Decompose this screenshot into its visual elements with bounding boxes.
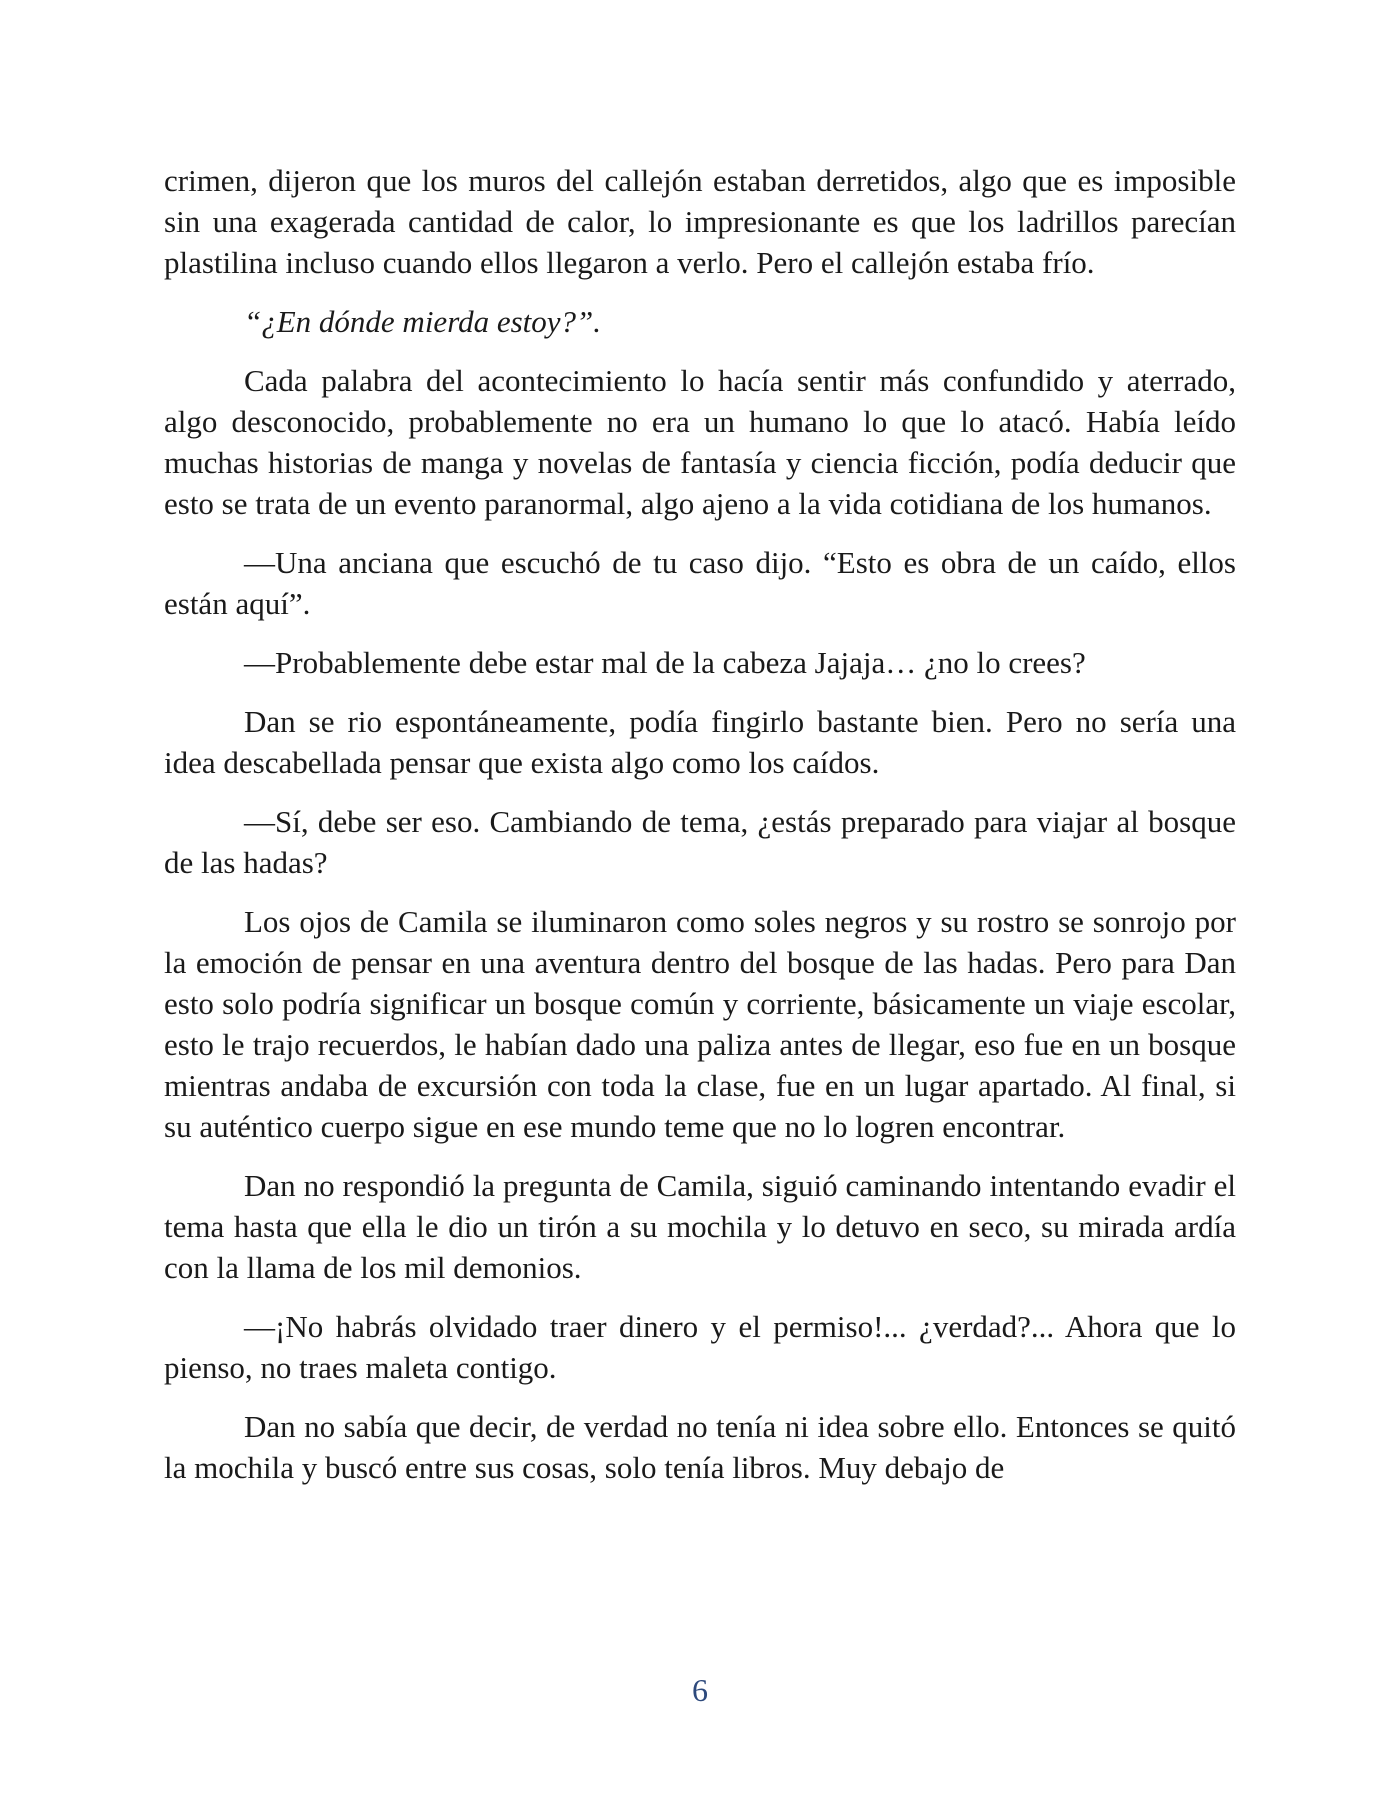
paragraph-2-thought: “¿En dónde mierda estoy?”. bbox=[244, 304, 602, 339]
paragraph-3: Cada palabra del acontecimiento lo hacía sentir más confundido y aterrado, algo desconocido, probablemente no era un humano lo que lo atacó. Había leído muchas historias de manga y novelas de fantasía y ciencia ficción, podía deducir que esto se trata de un evento paranormal, algo ajeno a la vida cotidiana de los humanos. bbox=[164, 363, 1236, 521]
page-number: 6 bbox=[692, 1672, 708, 1708]
paragraph-4-dialogue: —Una anciana que escuchó de tu caso dijo. “Esto es obra de un caído, ellos están aquí”. bbox=[164, 545, 1236, 621]
paragraph-1: crimen, dijeron que los muros del callejón estaban derretidos, algo que es imposible sin una exagerada cantidad de calor, lo impresionante es que los ladrillos parecían plastilina incluso cuando ellos llegaron a verlo. Pero el callejón estaba frío. bbox=[164, 163, 1236, 280]
paragraph-5-dialogue: —Probablemente debe estar mal de la cabeza Jajaja… ¿no lo crees? bbox=[244, 645, 1086, 680]
paragraph-10-dialogue: —¡No habrás olvidado traer dinero y el permiso!... ¿verdad?... Ahora que lo pienso, no traes maleta contigo. bbox=[164, 1309, 1236, 1385]
paragraph-7-dialogue: —Sí, debe ser eso. Cambiando de tema, ¿estás preparado para viajar al bosque de las hadas? bbox=[164, 804, 1236, 880]
paragraph-8: Los ojos de Camila se iluminaron como soles negros y su rostro se sonrojo por la emoción de pensar en una aventura dentro del bosque de las hadas. Pero para Dan esto solo podría significar un bosque común y corriente, básicamente un viaje escolar, esto le trajo recuerdos, le habían dado una paliza antes de llegar, eso fue en un bosque mientras andaba de excursión con toda la clase, fue en un lugar apartado. Al final, si su auténtico cuerpo sigue en ese mundo teme que no lo logren encontrar. bbox=[164, 904, 1236, 1144]
paragraph-6: Dan se rio espontáneamente, podía fingirlo bastante bien. Pero no sería una idea descabellada pensar que exista algo como los caídos. bbox=[164, 704, 1236, 780]
page-body bbox=[164, 160, 1236, 1506]
paragraph-9: Dan no respondió la pregunta de Camila, siguió caminando intentando evadir el tema hasta que ella le dio un tirón a su mochila y lo detuvo en seco, su mirada ardía con la llama de los mil demonios. bbox=[164, 1168, 1236, 1285]
paragraph-11: Dan no sabía que decir, de verdad no tenía ni idea sobre ello. Entonces se quitó la mochila y buscó entre sus cosas, solo tenía libros. Muy debajo de bbox=[164, 1409, 1236, 1485]
